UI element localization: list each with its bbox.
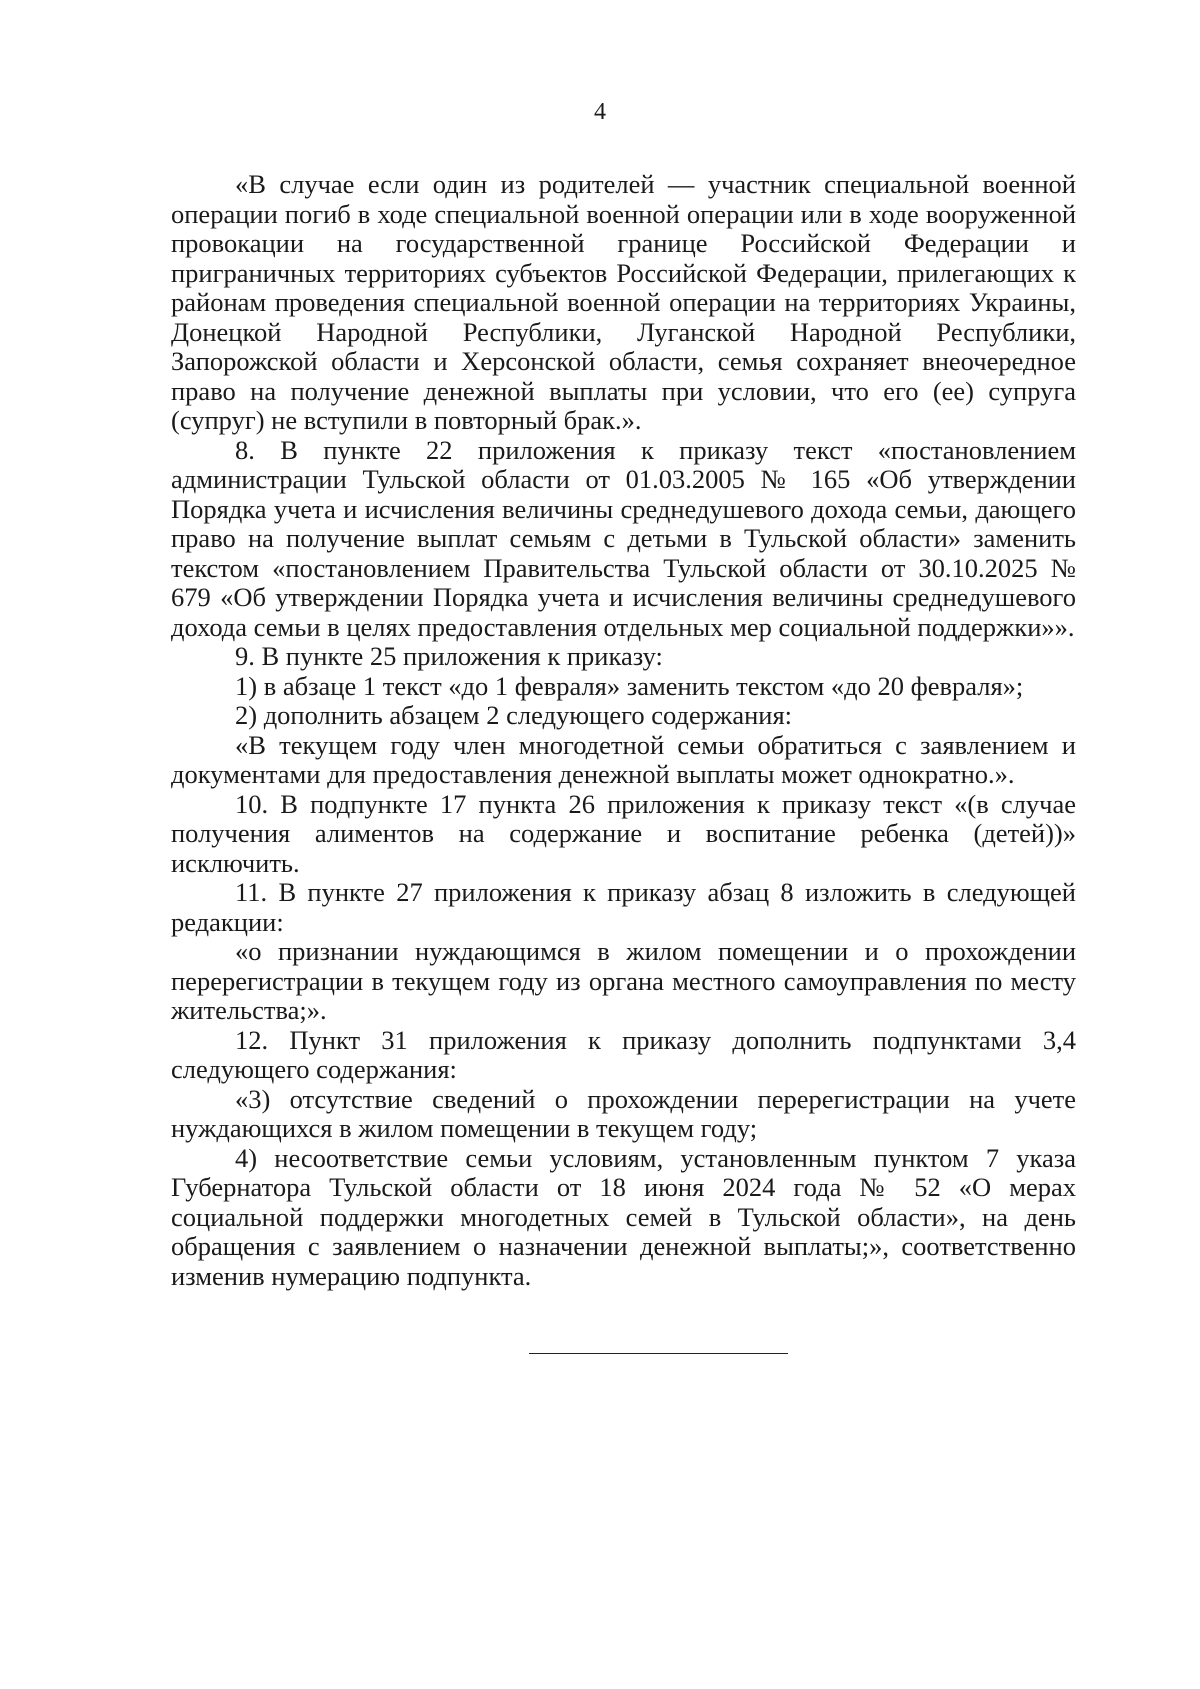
- end-separator-line: [529, 1353, 788, 1354]
- page-number: 4: [594, 99, 606, 125]
- paragraph-item-12-sub-4: 4) несоответствие семьи условиям, установленным пунктом 7 указа Губернатора Тульской области от 18 июня 2024 года № 52 «О мерах социальной поддержки многодетных семей в Тульской области», на день обращения с заявлением о назначении денежной выплаты;», соответственно изменив нумерацию подпункта.: [171, 1142, 1076, 1291]
- paragraph-item-9: 9. В пункте 25 приложения к приказу:: [235, 641, 663, 671]
- paragraph-item-11: 11. В пункте 27 приложения к приказу абзац 8 изложить в следующей редакции:: [171, 877, 1076, 937]
- document-body: [171, 170, 1076, 1291]
- paragraph-item-9-sub-1: 1) в абзаце 1 текст «до 1 февраля» заменить текстом «до 20 февраля»;: [235, 670, 1024, 701]
- paragraph-item-12: 12. Пункт 31 приложения к приказу дополнить подпунктами 3,4 следующего содержания:: [171, 1024, 1076, 1084]
- paragraph-item-8: 8. В пункте 22 приложения к приказу текст «постановлением администрации Тульской области от 01.03.2005 № 165 «Об утверждении Порядка учета и исчисления величины среднедушевого дохода семьи, дающего право на получение выплат семьям с детьми в Тульской области» заменить текстом «постановлением Правительства Тульской области от 30.10.2025 № 679 «Об утверждении Порядка учета и исчисления величины среднедушевого дохода семьи в целях предоставления отдельных мер социальной поддержки»».: [171, 434, 1076, 642]
- paragraph-item-10: 10. В подпункте 17 пункта 26 приложения к приказу текст «(в случае получения алиментов на содержание и воспитание ребенка (детей))» исключить.: [171, 788, 1076, 878]
- paragraph-continuation-quote: «В случае если один из родителей — участник специальной военной операции погиб в ходе специальной военной операции или в ходе вооруженной провокации на государственной границе Российской Федерации и приграничных территориях субъектов Российской Федерации, прилегающих к районам проведения специальной военной операции на территориях Украины, Донецкой Народной Республики, Луганской Народной Республики, Запорожской области и Херсонской области, семья сохраняет внеочередное право на получение денежной выплаты при условии, что его (ее) супруга (супруг) не вступили в повторный брак.».: [171, 169, 1076, 435]
- paragraph-item-9-sub-2: 2) дополнить абзацем 2 следующего содержания:: [235, 700, 792, 730]
- paragraph-item-12-sub-3: «3) отсутствие сведений о прохождении перерегистрации на учете нуждающихся в жилом помещении в текущем году;: [171, 1083, 1076, 1143]
- paragraph-item-11-quote: «о признании нуждающимся в жилом помещении и о прохождении перерегистрации в текущем году из органа местного самоуправления по месту жительства;».: [171, 936, 1076, 1025]
- paragraph-item-9-sub-2-quote: «В текущем году член многодетной семьи обратиться с заявлением и документами для предоставления денежной выплаты может однократно.».: [171, 729, 1076, 789]
